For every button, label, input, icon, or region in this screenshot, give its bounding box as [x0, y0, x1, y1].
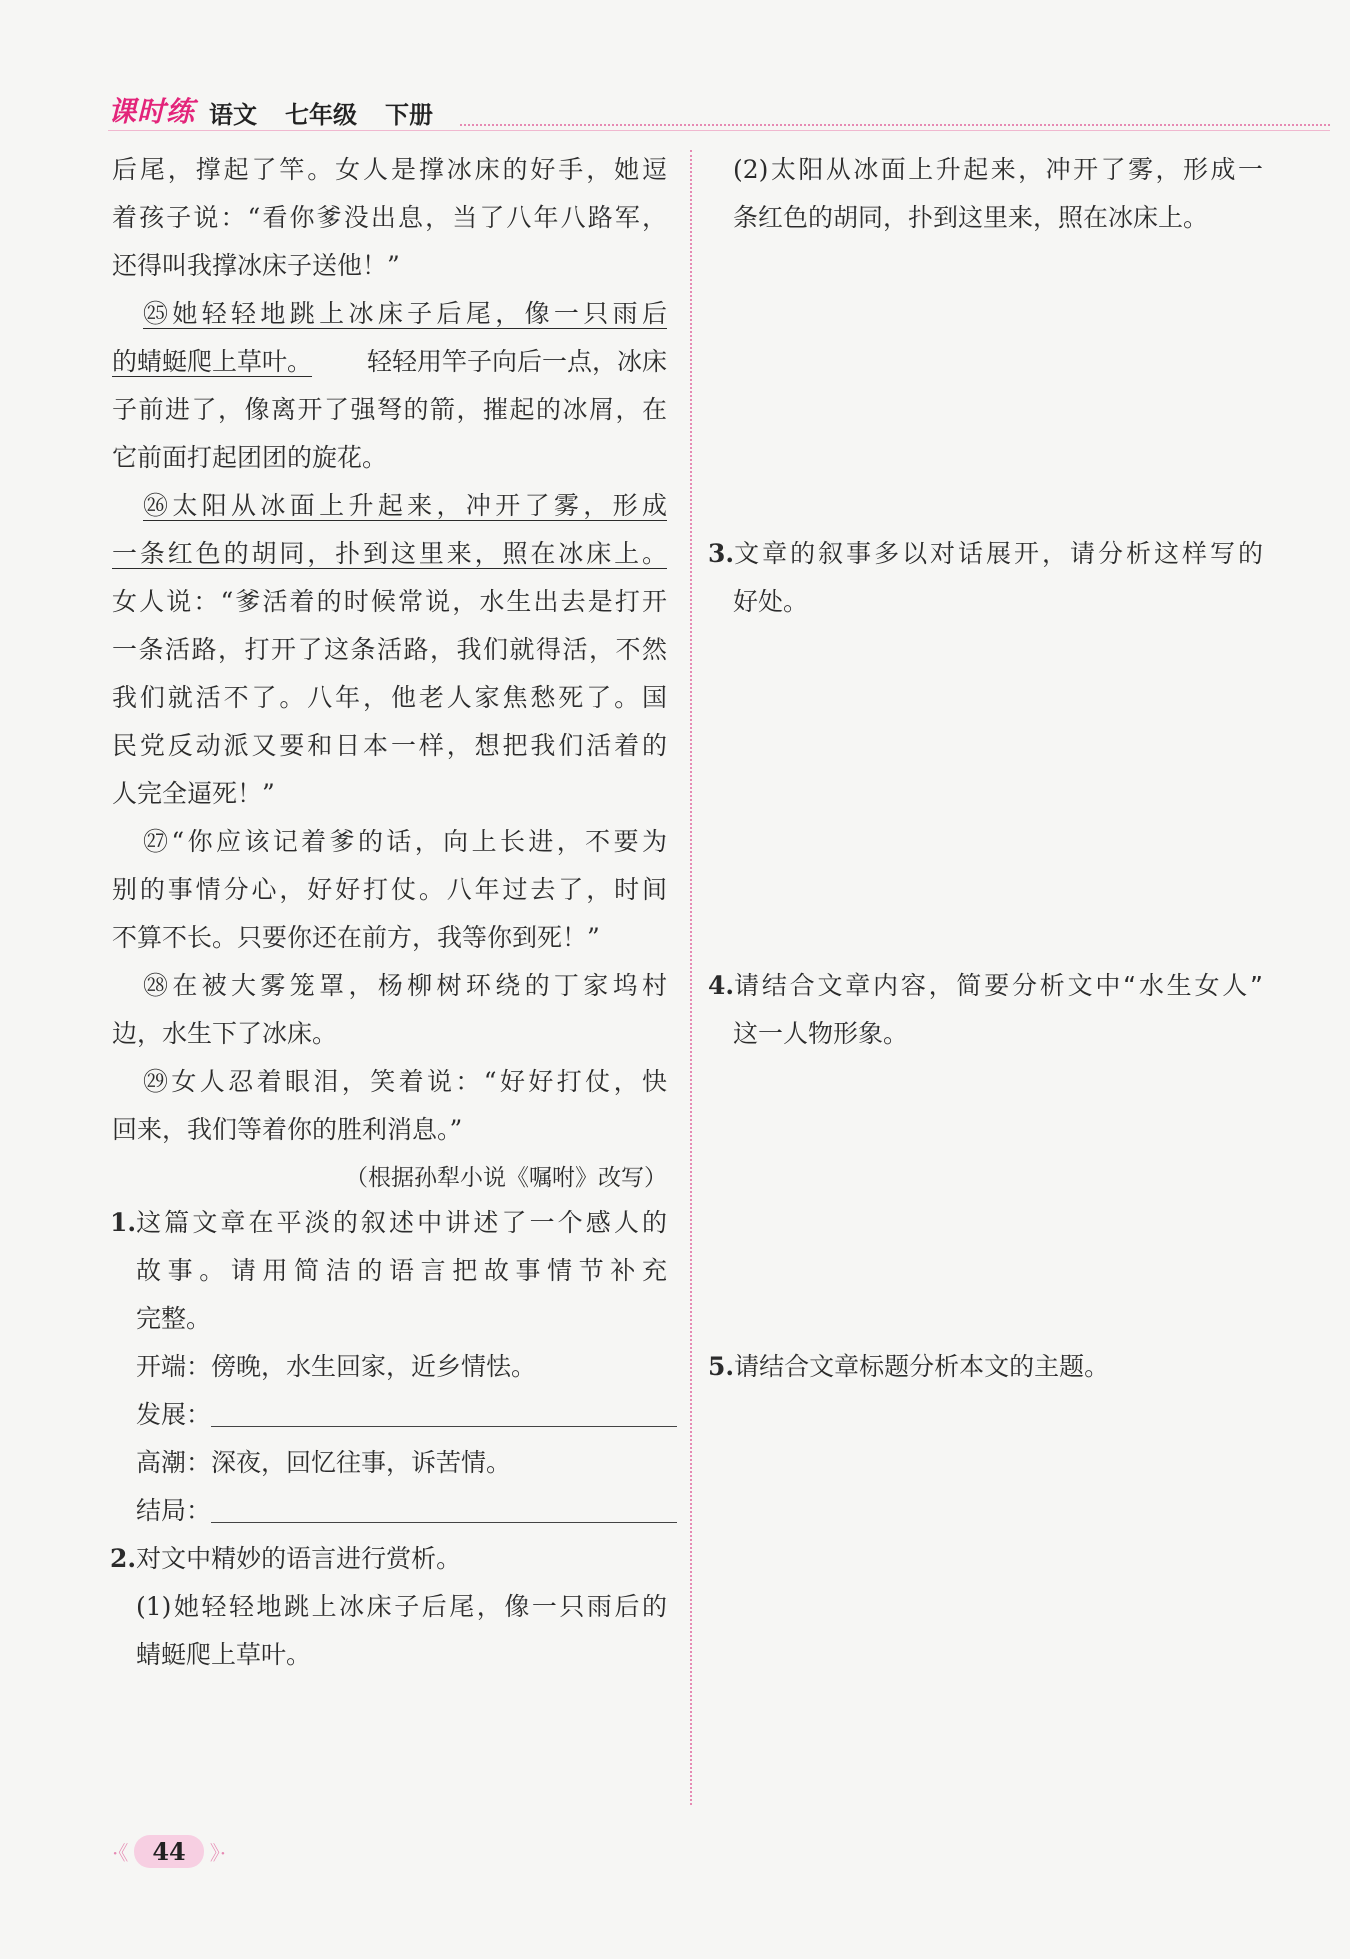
sub-question-1: (1)她轻轻地跳上冰床子后尾，像一只雨后的 [136, 1592, 667, 1621]
passage-line-underlined: ㉕她轻轻地跳上冰床子后尾，像一只雨后 [143, 299, 667, 328]
passage-line: ㉗“你应该记着爹的话，向上长进，不要为 [143, 827, 667, 856]
development-label: 发展： [136, 1400, 212, 1429]
question-line [110, 1208, 667, 1238]
passage-line: 边，水生下了冰床。 [112, 1019, 338, 1048]
subject-label: 语文 [209, 101, 258, 129]
underlined-sentence: 的蜻蜓爬上草叶。 [112, 347, 313, 376]
question-number: 5. [708, 1352, 735, 1381]
ending-label: 结局： [136, 1496, 212, 1525]
series-logo: 课时练 [108, 95, 196, 128]
passage-line: 回来，我们等着你的胜利消息。” [112, 1115, 463, 1144]
sub-question-1-cont: 蜻蜓爬上草叶。 [136, 1640, 312, 1669]
passage-text: 轻轻用竿子向后一点，冰床 [366, 347, 667, 376]
passage-line: 子前进了，像离开了强弩的箭，摧起的冰屑，在 [112, 395, 667, 424]
passage-line: ㉘在被大雾笼罩，杨柳树环绕的丁家坞村 [143, 971, 667, 1000]
sub-question-2: (2)太阳从冰面上升起来，冲开了雾，形成一 [733, 155, 1263, 184]
column-divider [690, 150, 692, 1805]
right-ornament-icon: 》· [209, 1841, 227, 1865]
development-answer-blank[interactable] [211, 1400, 677, 1427]
question-text: 文章的叙事多以对话展开，请分析这样写的 [734, 539, 1263, 568]
passage-line [112, 347, 667, 377]
passage-line-underlined: 一条红色的胡同，扑到这里来，照在冰床上。 [112, 539, 667, 568]
passage-line: 它前面打起团团的旋花。 [112, 443, 388, 472]
question-number: 4. [708, 971, 735, 1000]
header-rule [108, 130, 1330, 131]
question-text: 请结合文章内容，简要分析文中“水生女人” [734, 971, 1263, 1000]
plot-climax: 高潮：深夜，回忆往事，诉苦情。 [136, 1448, 512, 1477]
left-ornament-icon: ·《 [112, 1841, 129, 1865]
sub-question-2-cont: 条红色的胡同，扑到这里来，照在冰床上。 [733, 203, 1209, 232]
ending-answer-blank[interactable] [211, 1496, 677, 1523]
question-number: 2. [110, 1544, 137, 1573]
passage-line: 着孩子说：“看你爹没出息，当了八年八路军， [112, 203, 667, 232]
question-5 [708, 1352, 1109, 1382]
grade-label: 七年级 [285, 101, 358, 129]
passage-line: 民党反动派又要和日本一样，想把我们活着的 [112, 731, 667, 760]
passage-line: 人完全逼死！” [112, 779, 275, 808]
page-number [112, 1835, 226, 1868]
question-text: 请结合文章标题分析本文的主题。 [734, 1352, 1110, 1381]
question-number: 1. [110, 1208, 137, 1237]
passage-line: 后尾，撑起了竿。女人是撑冰床的好手，她逗 [112, 155, 667, 184]
question-text: 这篇文章在平淡的叙述中讲述了一个感人的 [136, 1208, 667, 1237]
question-3 [708, 539, 1263, 569]
question-number: 3. [708, 539, 735, 568]
page-header [108, 90, 461, 130]
passage-line: 女人说：“爹活着的时候常说，水生出去是打开 [112, 587, 667, 616]
question-text: 故事。请用简洁的语言把故事情节补充 [136, 1256, 667, 1285]
page-number-badge: 44 [134, 1835, 203, 1868]
question-line [110, 1544, 461, 1574]
passage-line: 还得叫我撑冰床子送他！” [112, 251, 400, 280]
plot-ending [136, 1496, 677, 1526]
question-text: 完整。 [136, 1304, 212, 1333]
question-4 [708, 971, 1263, 1001]
plot-development [136, 1400, 677, 1430]
passage-line: ㉙女人忍着眼泪，笑着说：“好好打仗，快 [143, 1067, 667, 1096]
question-text: 对文中精妙的语言进行赏析。 [136, 1544, 462, 1573]
passage-source: （根据孙犁小说《嘱咐》改写） [345, 1165, 667, 1191]
passage-line: 不算不长。只要你还在前方，我等你到死！” [112, 923, 600, 952]
passage-line: 我们就活不了。八年，他老人家焦愁死了。国 [112, 683, 667, 712]
question-text: 这一人物形象。 [733, 1019, 909, 1048]
passage-line-underlined: ㉖太阳从冰面上升起来，冲开了雾，形成 [143, 491, 667, 520]
passage-line: 别的事情分心，好好打仗。八年过去了，时间 [112, 875, 667, 904]
question-text: 好处。 [733, 587, 809, 616]
plot-start: 开端：傍晚，水生回家，近乡情怯。 [136, 1352, 537, 1381]
volume-label: 下册 [385, 101, 434, 129]
header-dotted-rule [460, 124, 1330, 126]
passage-line: 一条活路，打开了这条活路，我们就得活，不然 [112, 635, 667, 664]
